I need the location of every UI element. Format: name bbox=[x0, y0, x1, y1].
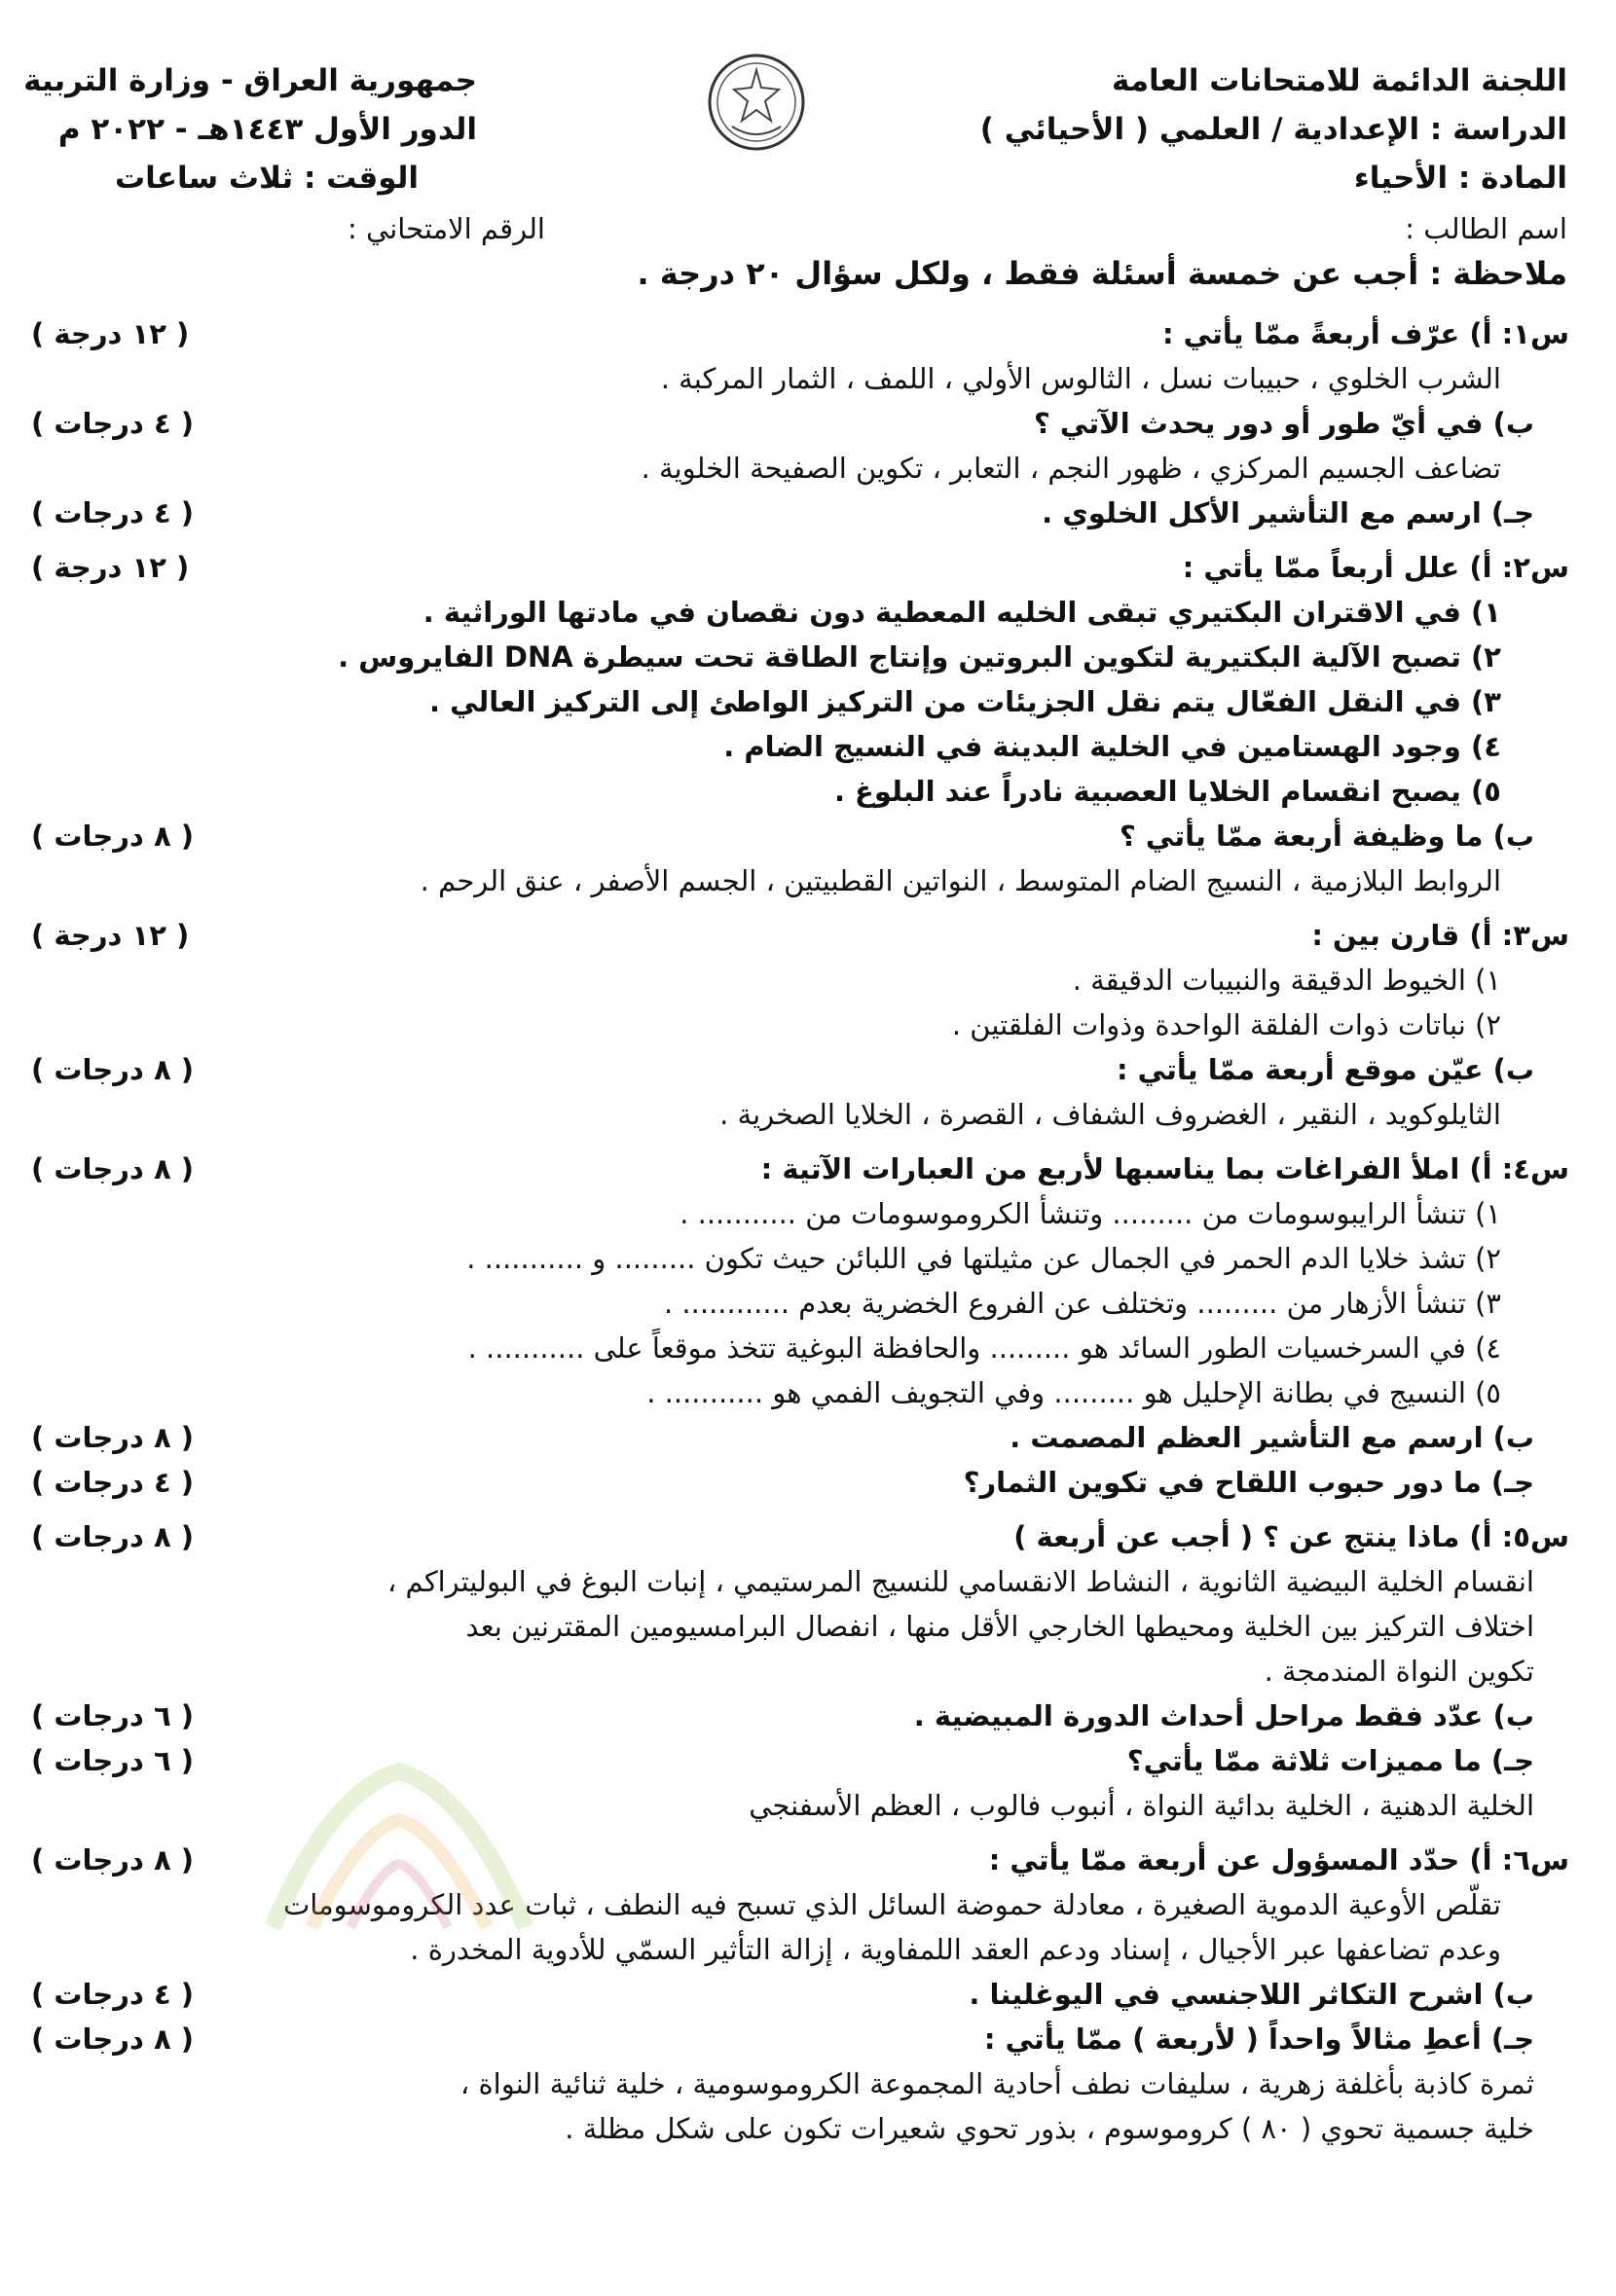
marks-label: ( ٦ درجات ) bbox=[31, 1699, 195, 1732]
question-row: الروابط البلازمية ، النسيج الضام المتوسط ، النواتين القطبيتين ، الجسم الأصفر ، عنق الرحم . bbox=[420, 864, 1501, 897]
question-row: ١) تنشأ الرايبوسومات من ......... وتنشأ الكروموسومات من ........... . bbox=[679, 1197, 1501, 1230]
marks-label: ( ٨ درجات ) bbox=[31, 1520, 195, 1553]
question-row: س٦: أ) حدّد المسؤول عن أربعة ممّا يأتي : ( ٨ درجات ) bbox=[31, 1838, 1569, 1882]
marks-label: ( ٨ درجات ) bbox=[31, 1053, 195, 1086]
marks-label: ( ٤ درجات ) bbox=[31, 1978, 195, 2011]
question-row: ب) اشرح التكاثر اللاجنسي في اليوغلينا . ( ٤ درجات ) bbox=[31, 1972, 1569, 2017]
exam-round: الدور الأول ١٤٤٣هـ - ٢٠٢٢ م bbox=[57, 112, 477, 147]
marks-label: ( ٦ درجات ) bbox=[31, 1744, 195, 1777]
marks-label: ( ١٢ درجة ) bbox=[31, 317, 190, 350]
question-row: س٤: أ) املأ الفراغات بما يناسبها لأربع من العبارات الآتية : ( ٨ درجات ) bbox=[31, 1147, 1569, 1191]
marks-label: ( ٨ درجات ) bbox=[31, 1421, 195, 1454]
exam-time: الوقت : ثلاث ساعات bbox=[114, 161, 419, 196]
subject: المادة : الأحياء bbox=[1353, 161, 1567, 196]
question-row: ٢) تشذ خلايا الدم الحمر في الجمال عن مثيلتها في اللبائن حيث تكون ......... و ........... . bbox=[466, 1242, 1501, 1275]
student-name-label: اسم الطالب : bbox=[1405, 212, 1567, 245]
exam-number-label: الرقم الامتحاني : bbox=[348, 212, 545, 245]
instruction-note: ملاحظة : أجب عن خمسة أسئلة فقط ، ولكل سؤال ٢٠ درجة . bbox=[637, 255, 1567, 292]
question-row: جـ) ما دور حبوب اللقاح في تكوين الثمار؟ ( ٤ درجات ) bbox=[31, 1460, 1569, 1505]
question-row: الخلية الدهنية ، الخلية بدائية النواة ، أنبوب فالوب ، العظم الأسفنجي bbox=[749, 1789, 1534, 1822]
header-right bbox=[964, 56, 1567, 202]
question-row: س٢: أ) علل أربعاً ممّا يأتي : ( ١٢ درجة ) bbox=[31, 545, 1569, 590]
marks-label: ( ١٢ درجة ) bbox=[31, 551, 190, 584]
question-row: الشرب الخلوي ، حبيبات نسل ، الثالوس الأولي ، اللمف ، الثمار المركبة . bbox=[660, 362, 1501, 395]
question-row: ١) الخيوط الدقيقة والنبيبات الدقيقة . bbox=[1072, 964, 1501, 997]
marks-label: ( ١٢ درجة ) bbox=[31, 919, 190, 952]
question-row: ٥) يصبح انقسام الخلايا العصبية نادراً عند البلوغ . bbox=[833, 775, 1501, 808]
marks-label: ( ٤ درجات ) bbox=[31, 496, 195, 529]
question-row: ٢) تصبح الآلية البكتيرية لتكوين البروتين وإنتاج الطاقة تحت سيطرة DNA الفايروس . bbox=[338, 640, 1501, 674]
question-row: تكوين النواة المندمجة . bbox=[1264, 1655, 1534, 1688]
question-row: ب) عيّن موقع أربعة ممّا يأتي : ( ٨ درجات ) bbox=[31, 1047, 1569, 1092]
question-row: ٤) وجود الهستامين في الخلية البدينة في النسيج الضام . bbox=[723, 730, 1501, 763]
question-row: انقسام الخلية البيضية الثانوية ، النشاط الانقسامي للنسيج المرستيمي ، إنبات البوغ في البوليتراكم ، bbox=[386, 1565, 1534, 1598]
question-row: خلية جسمية تحوي ( ٨٠ ) كروموسوم ، بذور تحوي شعيرات تكون على شكل مظلة . bbox=[565, 2112, 1534, 2145]
question-row: ٢) نباتات ذوات الفلقة الواحدة وذوات الفلقتين . bbox=[951, 1008, 1501, 1041]
question-row: ب) عدّد فقط مراحل أحداث الدورة المبيضية . ( ٦ درجات ) bbox=[31, 1694, 1569, 1738]
marks-label: ( ٨ درجات ) bbox=[31, 1152, 195, 1185]
marks-label: ( ٨ درجات ) bbox=[31, 1843, 195, 1877]
question-row: تقلّص الأوعية الدموية الصغيرة ، معادلة حموضة السائل الذي تسبح فيه النطف ، ثبات عدد الكروموسومات bbox=[282, 1888, 1501, 1921]
question-row: جـ) ارسم مع التأشير الأكل الخلوي . ( ٤ درجات ) bbox=[31, 491, 1569, 535]
question-row: س٣: أ) قارن بين : ( ١٢ درجة ) bbox=[31, 913, 1569, 958]
study-branch: الدراسة : الإعدادية / العلمي ( الأحيائي ) bbox=[979, 112, 1567, 147]
question-row: اختلاف التركيز بين الخلية ومحيطها الخارجي الأقل منها ، انفصال البرامسيومين المقترنين بعد bbox=[465, 1610, 1534, 1643]
question-row: ب) في أيّ طور أو دور يحدث الآتي ؟ ( ٤ درجات ) bbox=[31, 401, 1569, 446]
question-row: س٥: أ) ماذا ينتج عن ؟ ( أجب عن أربعة ) ( ٨ درجات ) bbox=[31, 1514, 1569, 1559]
question-row: ب) ارسم مع التأشير العظم المصمت . ( ٨ درجات ) bbox=[31, 1415, 1569, 1460]
question-row: جـ) أعطِ مثالاً واحداً ( لأربعة ) ممّا يأتي : ( ٨ درجات ) bbox=[31, 2017, 1569, 2061]
question-row: ب) ما وظيفة أربعة ممّا يأتي ؟ ( ٨ درجات ) bbox=[31, 814, 1569, 858]
question-row: س١: أ) عرّف أربعةً ممّا يأتي : ( ١٢ درجة ) bbox=[31, 311, 1569, 356]
committee-name: اللجنة الدائمة للامتحانات العامة bbox=[1112, 63, 1567, 98]
question-row: ٥) النسيج في بطانة الإحليل هو ......... وفي التجويف الفمي هو ........... . bbox=[646, 1376, 1501, 1409]
question-row: الثايلوكويد ، النقير ، الغضروف الشفاف ، القصرة ، الخلايا الصخرية . bbox=[719, 1098, 1501, 1131]
marks-label: ( ٤ درجات ) bbox=[31, 407, 195, 440]
question-row: جـ) ما مميزات ثلاثة ممّا يأتي؟ ( ٦ درجات ) bbox=[31, 1738, 1569, 1783]
question-row: وعدم تضاعفها عبر الأجيال ، إسناد ودعم العقد اللمفاوية ، إزالة التأثير السمّي للأدوية المخدرة . bbox=[410, 1933, 1501, 1966]
question-row: ٤) في السرخسيات الطور السائد هو ......... والحافظة البوغية تتخذ موقعاً على ........... . bbox=[467, 1331, 1501, 1365]
marks-label: ( ٤ درجات ) bbox=[31, 1466, 195, 1499]
marks-label: ( ٨ درجات ) bbox=[31, 820, 195, 853]
ministry-name: جمهورية العراق - وزارة التربية bbox=[23, 63, 477, 98]
question-row: ٣) تنشأ الأزهار من ......... وتختلف عن الفروع الخضرية بعدم ............ . bbox=[663, 1287, 1501, 1320]
question-row: ١) في الاقتران البكتيري تبقى الخليه المعطية دون نقصان في مادتها الوراثية . bbox=[422, 596, 1501, 629]
question-row: ثمرة كاذبة بأغلفة زهرية ، سليفات نطف أحادية المجموعة الكروموسومية ، خلية ثنائية النواة ، bbox=[459, 2067, 1534, 2100]
watermark-logo-icon bbox=[253, 1732, 545, 1956]
iraq-emblem-icon bbox=[703, 49, 810, 156]
question-row: تضاعف الجسيم المركزي ، ظهور النجم ، التعابر ، تكوين الصفيحة الخلوية . bbox=[641, 452, 1501, 485]
header-left bbox=[19, 56, 477, 202]
question-row: ٣) في النقل الفعّال يتم نقل الجزيئات من التركيز الواطئ إلى التركيز العالي . bbox=[428, 685, 1501, 718]
marks-label: ( ٨ درجات ) bbox=[31, 2023, 195, 2056]
